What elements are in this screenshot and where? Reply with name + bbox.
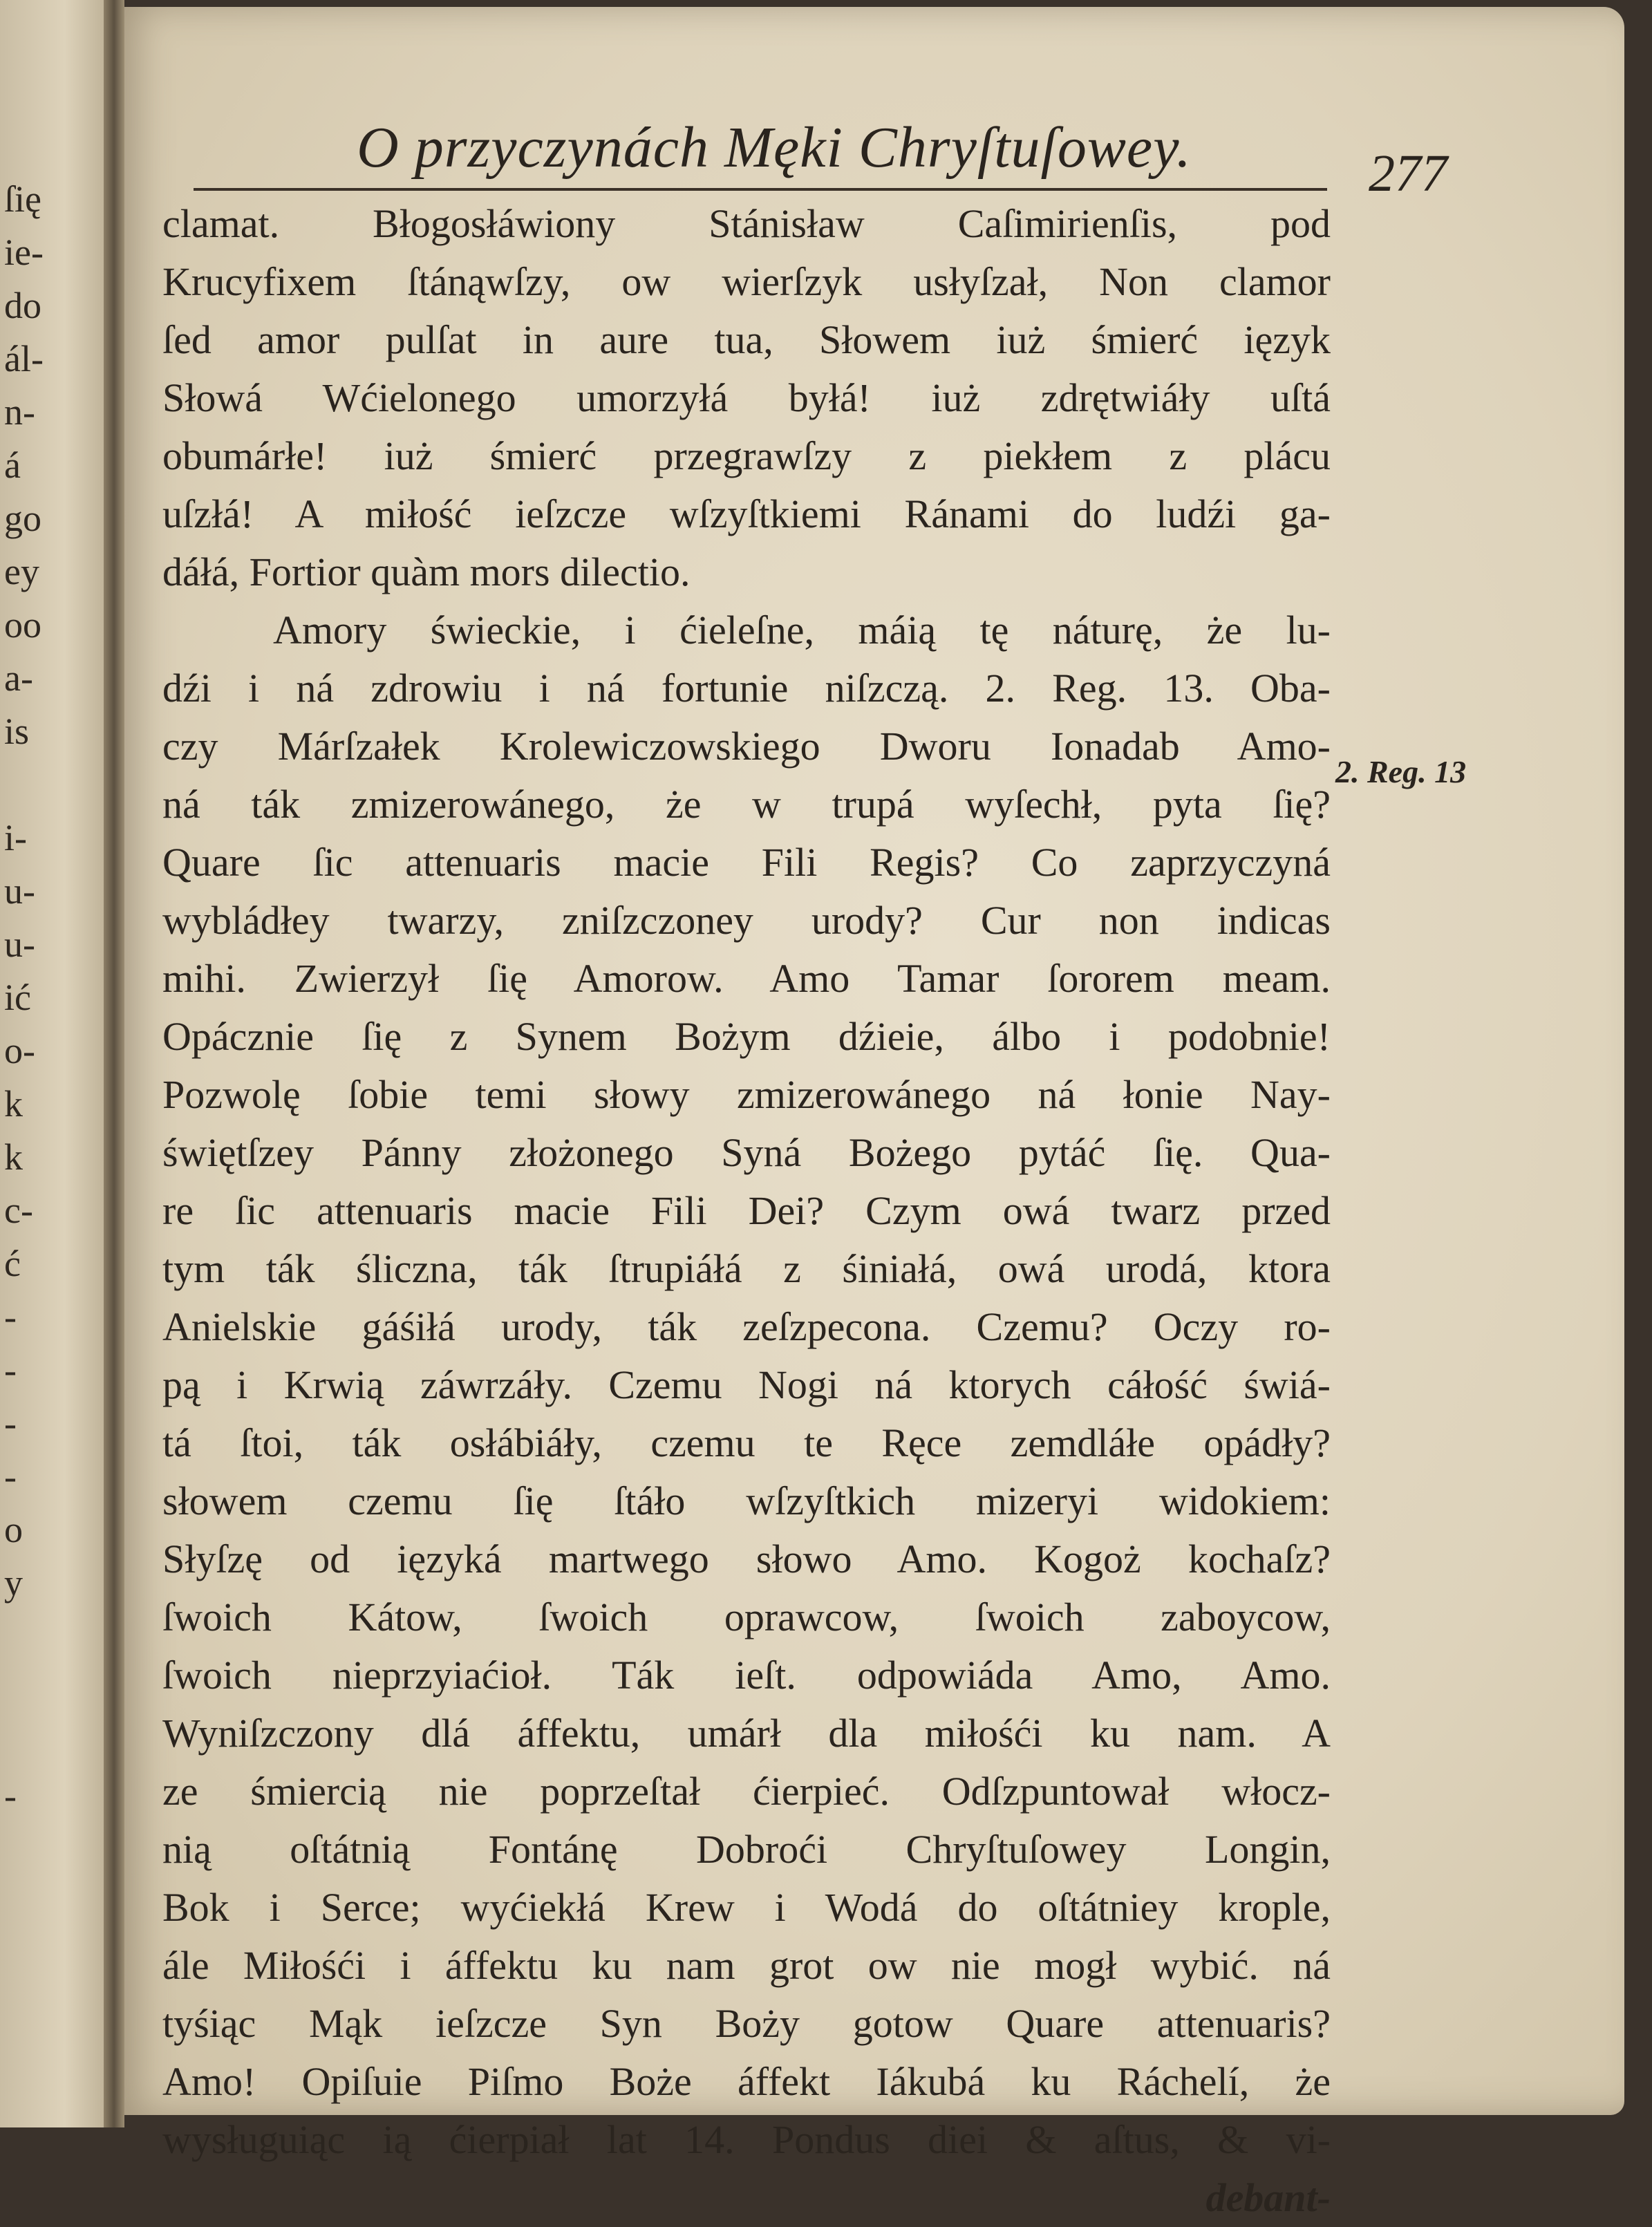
margin-reference: 2. Reg. 13 <box>1335 754 1467 789</box>
text-line: mihi. Zwierzył ſię Amorow. Amo Tamar ſororem meam. <box>162 956 1331 1001</box>
text-line: Bok i Serce; wyćiekłá Krew i Wodá do oſtátniey krople, <box>162 1885 1331 1930</box>
left-page-fragment: n- <box>4 391 35 433</box>
text-line: Amory świeckie, i ćieleſne, máią tę náturę, że lu- <box>273 608 1331 652</box>
left-page-fragment: ić <box>4 977 31 1018</box>
book-gutter <box>104 0 124 2127</box>
left-page-fragment: - <box>4 1402 17 1444</box>
left-page-fragment: c- <box>4 1190 33 1231</box>
text-line: dźi i ná zdrowiu i ná fortunie niſzczą. 2. Reg. 13. Oba- <box>162 666 1331 711</box>
left-page-fragment: - <box>4 1775 17 1816</box>
left-page-fragment: y <box>4 1562 23 1604</box>
left-page-fragment: a- <box>4 657 33 699</box>
text-line: pą i Krwią záwrzáły. Czemu Nogi ná ktorych cáłość świá- <box>162 1362 1331 1407</box>
left-page-fragment: á <box>4 444 21 486</box>
running-head: O przyczynách Męki Chryſtuſowey. <box>357 115 1192 180</box>
text-line: ále Miłośći i áffektu ku nam grot ow nie mogł wybić. ná <box>162 1943 1331 1988</box>
left-page-fragment: i- <box>4 817 27 858</box>
text-line: Opácznie ſię z Synem Bożym dźieie, álbo i podobnie! <box>162 1014 1331 1059</box>
left-page-fragment: ál- <box>4 338 44 379</box>
text-line: Wyniſzczony dlá áffektu, umárł dla miłośći ku nam. A <box>162 1711 1331 1756</box>
left-page-fragment <box>4 1610 101 1663</box>
text-line: re ſic attenuaris macie Fili Dei? Czym owá twarz przed <box>162 1188 1331 1233</box>
text-line: nią oſtátnią Fontánę Dobroći Chryſtuſowey Longin, <box>162 1827 1331 1872</box>
text-line: ſed amor pulſat in aure tua, Słowem iuż śmierć ięzyk <box>162 317 1331 362</box>
text-line: obumárłe! iuż śmierć przegrawſzy z piekłem z plácu <box>162 433 1331 478</box>
left-page-fragment <box>4 758 101 811</box>
left-page-fragment <box>4 1716 101 1769</box>
text-line: Krucyfixem ſtánąwſzy, ow wierſzyk usłyſzał, Non clamor <box>162 259 1331 304</box>
text-line: clamat. Błogosłáwiony Stánisław Caſimirienſis, pod <box>162 201 1331 246</box>
text-line: Słowá Wćielonego umorzyłá byłá! iuż zdrętwiáły uſtá <box>162 375 1331 420</box>
left-page-fragment: o <box>4 1509 23 1550</box>
left-page-fragment: - <box>4 1296 17 1337</box>
text-line: wysługuiąc ią ćierpiał lat 14. Pondus diei & aſtus, & vi- <box>162 2117 1331 2162</box>
text-body <box>162 195 1331 2227</box>
left-page-fragment: ć <box>4 1243 21 1284</box>
page-number: 277 <box>1369 144 1447 203</box>
left-page-fragment: ey <box>4 551 39 592</box>
text-line: ſwoich Kátow, ſwoich oprawcow, ſwoich zaboycow, <box>162 1595 1331 1639</box>
left-page <box>0 0 118 2127</box>
text-line: dáłá, Fortior quàm mors dilectio. <box>162 549 691 594</box>
left-page-fragment: go <box>4 498 41 539</box>
left-page-fragment: o- <box>4 1030 35 1071</box>
text-line: tyśiąc Mąk ieſzcze Syn Boży gotow Quare attenuaris? <box>162 2001 1331 2046</box>
text-line: uſzłá! A miłość ieſzcze wſzyſtkiemi Ránami do ludźi ga- <box>162 491 1331 536</box>
text-line: wybládłey twarzy, zniſzczoney urody? Cur non indicas <box>162 898 1331 943</box>
text-line: tá ſtoi, ták osłábiáły, czemu te Ręce zemdláłe opádły? <box>162 1420 1331 1465</box>
header-rule <box>194 188 1327 191</box>
left-page-fragment <box>4 1663 101 1716</box>
text-line: Słyſzę od ięzyká martwego słowo Amo. Kogoż kochaſz? <box>162 1537 1331 1581</box>
left-page-fragment: u- <box>4 870 35 912</box>
left-page-fragment: - <box>4 1349 17 1391</box>
text-line: Anielskie gáśiłá urody, ták zeſzpecona. Czemu? Oczy ro- <box>162 1304 1331 1349</box>
text-line: świętſzey Pánny złożonego Syná Bożego pytáć ſię. Qua- <box>162 1130 1331 1175</box>
text-line: Amo! Opiſuie Piſmo Boże áffekt Iákubá ku Ráchelí, że <box>162 2059 1331 2104</box>
left-page-fragment: u- <box>4 923 35 965</box>
left-page-fragment: ſię <box>4 178 41 220</box>
text-line: czy Márſzałek Krolewiczowskiego Dworu Ionadab Amo- <box>162 724 1331 769</box>
left-page-fragment: do <box>4 285 41 326</box>
left-page-text-fragments <box>4 173 101 1823</box>
text-line: słowem czemu ſię ſtáło wſzyſtkich mizeryi widokiem: <box>162 1478 1331 1523</box>
left-page-fragment: oo <box>4 604 41 646</box>
text-line: ze śmiercią nie poprzeſtał ćierpieć. Odſzpuntował włocz- <box>162 1769 1331 1814</box>
text-line: Quare ſic attenuaris macie Fili Regis? Co zaprzyczyná <box>162 840 1331 885</box>
catchword: debant- <box>1205 2175 1331 2220</box>
text-line: Pozwolę ſobie temi słowy zmizerowánego ná łonie Nay- <box>162 1072 1331 1117</box>
left-page-fragment: k <box>4 1136 23 1178</box>
text-line: ſwoich nieprzyiaćioł. Ták ieſt. odpowiáda Amo, Amo. <box>162 1653 1331 1698</box>
left-page-fragment: - <box>4 1456 17 1497</box>
left-page-fragment: is <box>4 711 30 752</box>
left-page-fragment: ie- <box>4 232 44 273</box>
text-line: tym ták śliczna, ták ſtrupiáłá z śiniałá, owá urodá, ktora <box>162 1246 1331 1291</box>
text-line: ná ták zmizerowánego, że w trupá wyſechł, pyta ſię? <box>162 782 1331 827</box>
left-page-fragment: k <box>4 1083 23 1125</box>
